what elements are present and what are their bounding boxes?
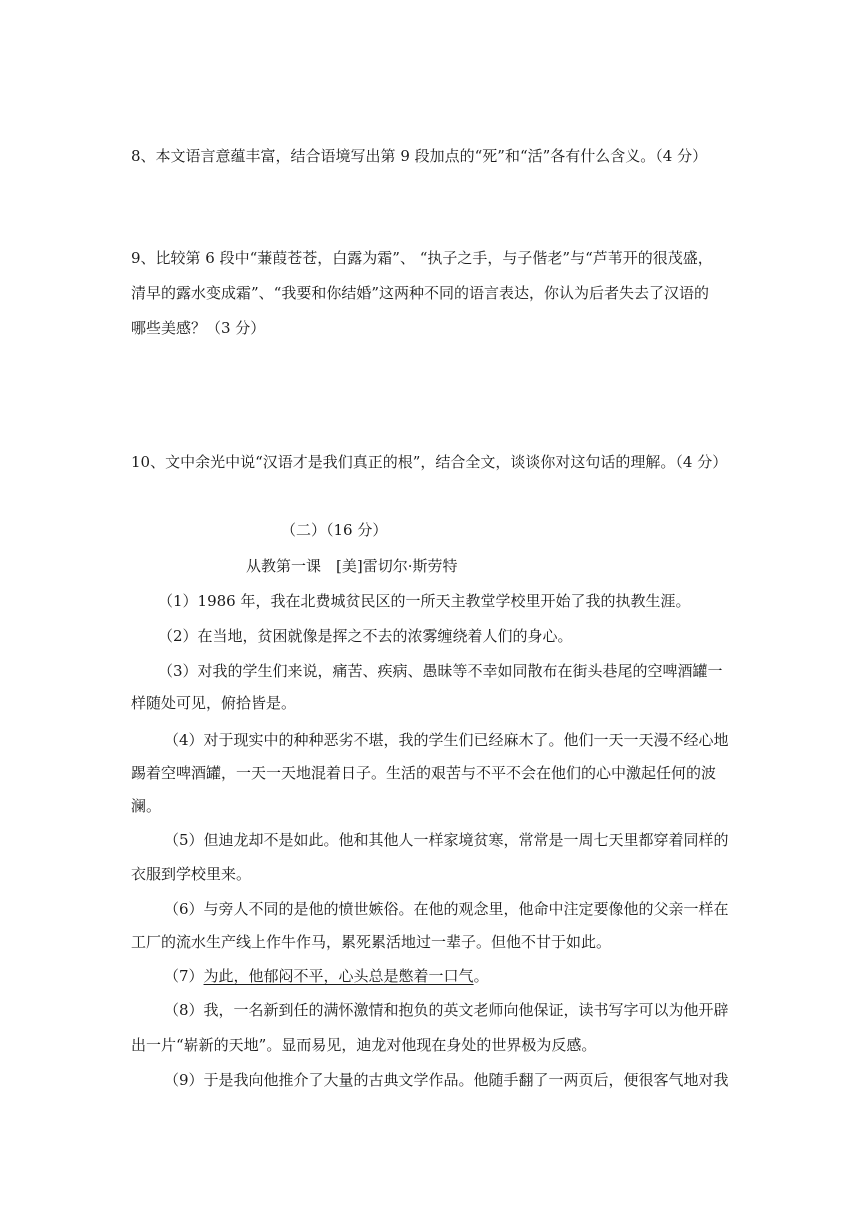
paragraph-8-line-1: （8）我，一名新到任的满怀激情和抱负的英文老师向他保证，读书写字可以为他开辟: [164, 1001, 729, 1019]
paragraph-6-line-2: 工厂的流水生产线上作牛作马，累死累活地过一辈子。但他不甘于如此。: [131, 933, 612, 951]
paragraph-5-line-2: 衣服到学校里来。: [131, 865, 252, 883]
paragraph-1-line-1: （1）1986 年，我在北费城贫民区的一所天主教堂学校里开始了我的执教生涯。: [158, 592, 691, 610]
paragraph-8-line-2: 出一片“崭新的天地”。显而易见，迪龙对他现在身处的世界极为反感。: [131, 1036, 597, 1054]
paragraph-7-number: （7）: [164, 967, 204, 985]
paragraph-5-line-1: （5）但迪龙却不是如此。他和其他人一样家境贫寒，常常是一周七天里都穿着同样的: [164, 831, 729, 849]
question-9-line-3: 哪些美感？（3 分）: [131, 319, 266, 337]
paragraph-6-line-1: （6）与旁人不同的是他的愤世嫉俗。在他的观念里，他命中注定要像他的父亲一样在: [164, 900, 729, 918]
paragraph-3-line-2: 样随处可见，俯拾皆是。: [131, 694, 297, 712]
question-9-line-1: 9、比较第 6 段中“蒹葭苍苍，白露为霜”、 “执子之手，与子偕老”与“芦苇开的很茂盛，: [131, 249, 713, 267]
section-heading: （二）（16 分）: [281, 521, 388, 539]
paragraph-4-line-1: （4）对于现实中的种种恶劣不堪，我的学生们已经麻木了。他们一天一天漫不经心地: [164, 731, 729, 749]
paragraph-4-line-2: 踢着空啤酒罐，一天一天地混着日子。生活的艰苦与不平不会在他们的心中激起任何的波: [131, 764, 717, 782]
paragraph-4-line-3: 澜。: [131, 797, 162, 815]
question-10-line-1: 10、文中余光中说“汉语才是我们真正的根”，结合全文，谈谈你对这句话的理解。（4 分）: [131, 453, 728, 471]
paragraph-7-period: 。: [473, 967, 489, 985]
paragraph-3-line-1: （3）对我的学生们来说，痛苦、疾病、愚昧等不幸如同散布在街头巷尾的空啤酒罐一: [158, 662, 723, 680]
paragraph-9-line-1: （9）于是我向他推介了大量的古典文学作品。他随手翻了一两页后，便很客气地对我: [164, 1071, 729, 1089]
question-9-line-2: 清早的露水变成霜”、“我要和你结婚”这两种不同的语言表达，你认为后者失去了汉语的: [131, 284, 710, 302]
article-title: 从教第一课 [美]雷切尔·斯劳特: [246, 557, 458, 575]
question-8-line-1: 8、本文语言意蕴丰富，结合语境写出第 9 段加点的“死”和“活”各有什么含义。（4 分）: [131, 147, 708, 165]
paragraph-7: [164, 966, 489, 986]
underlined-sentence: 为此，他郁闷不平，心头总是憋着一口气: [203, 967, 474, 985]
paragraph-2-line-1: （2）在当地，贫困就像是挥之不去的浓雾缠绕着人们的身心。: [158, 627, 573, 645]
